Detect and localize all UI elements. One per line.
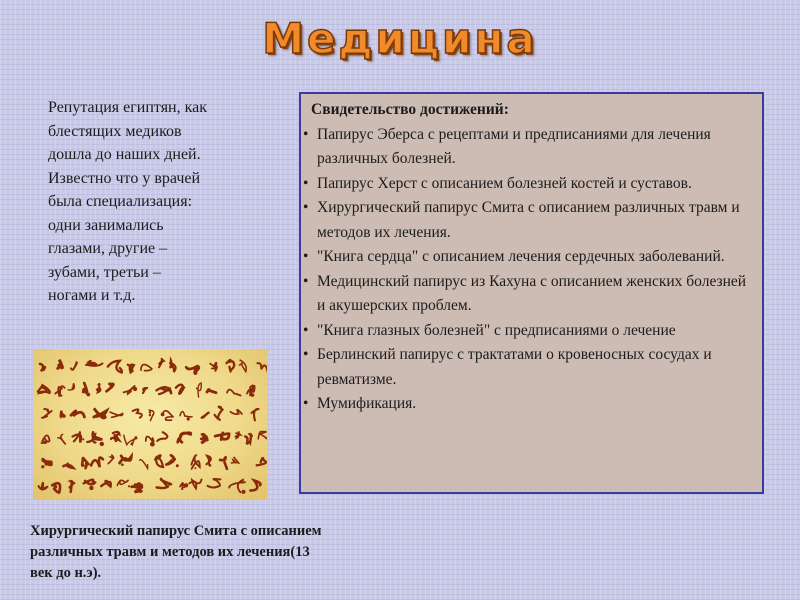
hieratic-glyph	[143, 388, 147, 393]
hieratic-dot	[82, 438, 84, 440]
hieratic-glyph	[55, 386, 64, 396]
hieratic-glyph	[84, 480, 96, 484]
hieratic-glyph	[252, 409, 260, 420]
hieratic-glyph	[140, 460, 148, 469]
evidence-heading: Свидетельство достижений:	[311, 101, 509, 118]
hieratic-dot	[73, 482, 75, 484]
hieratic-glyph	[108, 455, 114, 464]
hieratic-dot	[161, 413, 165, 417]
evidence-item: • Медицинский папирус из Кахуна с описанием женских болезней и акушерских проблем.	[307, 270, 752, 319]
hieratic-glyph	[245, 434, 251, 444]
hieratic-glyph	[91, 458, 103, 468]
hieratic-glyph	[83, 383, 87, 393]
evidence-item: • Папирус Херст с описанием болезней костей и суставов.	[307, 172, 752, 197]
hieratic-glyph	[110, 412, 123, 417]
hieratic-glyph	[86, 361, 102, 366]
hieratic-dot	[128, 485, 130, 487]
hieratic-glyph	[156, 387, 171, 394]
hieratic-glyph	[178, 433, 191, 443]
hieratic-glyph	[215, 433, 229, 440]
hieratic-dot	[133, 387, 137, 391]
hieratic-glyph	[180, 411, 192, 416]
hieratic-glyph	[235, 432, 240, 438]
hieratic-dot	[241, 490, 245, 494]
hieratic-glyph	[207, 390, 216, 393]
evidence-box	[299, 92, 764, 494]
hieratic-glyph	[197, 383, 202, 397]
hieratic-dot	[137, 482, 141, 486]
papyrus-image	[33, 349, 267, 499]
hieratic-dot	[184, 483, 188, 487]
hieratic-dot	[187, 417, 190, 420]
hieratic-dot	[54, 485, 58, 489]
hieratic-dot	[149, 414, 151, 416]
hieratic-glyph	[39, 483, 49, 490]
hieratic-glyph	[227, 360, 235, 372]
hieratic-dot	[62, 414, 66, 418]
hieratic-glyph	[186, 366, 199, 373]
hieratic-glyph	[71, 411, 84, 417]
evidence-item: • Берлинский папирус с трактатами о кровеносных сосудах и ревматизме.	[307, 343, 752, 392]
hieratic-glyph	[97, 384, 101, 393]
hieratic-glyph	[206, 456, 210, 466]
hieratic-glyph	[170, 360, 176, 372]
hieratic-dot	[89, 486, 93, 490]
evidence-list	[307, 123, 752, 417]
hieratic-glyph	[42, 409, 52, 418]
hieratic-dot	[251, 393, 255, 397]
hieratic-dot	[41, 465, 44, 468]
hieratic-glyph	[87, 431, 102, 442]
hieratic-glyph	[146, 436, 154, 441]
hieratic-glyph	[191, 455, 199, 469]
hieratic-glyph	[166, 455, 174, 464]
hieratic-dot	[193, 371, 197, 375]
hieratic-glyph	[189, 479, 201, 488]
hieratic-glyph	[58, 360, 63, 369]
hieratic-glyph	[68, 384, 74, 390]
hieratic-glyph	[73, 432, 82, 442]
hieratic-dot	[150, 442, 155, 447]
hieratic-glyph	[71, 362, 77, 370]
hieratic-glyph	[40, 364, 45, 371]
hieratic-glyph	[258, 432, 267, 439]
hieratic-glyph	[133, 409, 142, 417]
image-caption: Хирургический папирус Смита с описанием различных травм и методов их лечения(13 век до н.э).	[30, 523, 322, 581]
slide-title: Медицина	[262, 14, 538, 63]
hieratic-dot	[82, 464, 85, 467]
hieratic-glyph	[155, 455, 163, 467]
evidence-item: • "Книга сердца" с описанием лечения сердечных заболеваний.	[307, 245, 752, 270]
hieratic-glyph	[41, 435, 49, 443]
hieratic-glyph	[107, 384, 114, 391]
hieratic-glyph	[124, 386, 135, 394]
hieratic-glyph	[128, 365, 134, 373]
hieratic-glyph	[201, 434, 207, 443]
hieratic-glyph	[210, 363, 217, 372]
hieratic-glyph	[230, 410, 242, 414]
intro-paragraph: Репутация египтян, как блестящих медиков дошла до наших дней. Известно что у врачей была специализация: одни занимались глазами, другие – зубами, третьи – ногами и т.д.	[48, 99, 208, 304]
hieratic-glyph	[215, 407, 223, 420]
hieratic-glyph	[63, 464, 73, 468]
hieratic-glyph	[239, 360, 246, 372]
hieratic-glyph	[120, 456, 132, 463]
hieratic-glyph	[208, 479, 221, 488]
hieratic-glyph	[94, 408, 107, 418]
hieratic-glyph	[258, 363, 268, 371]
evidence-item: • Мумификация.	[307, 392, 752, 417]
hieratic-dot	[194, 467, 196, 469]
hieratic-glyph	[70, 481, 73, 492]
evidence-item: • "Книга глазных болезней" с предписаниями о лечение	[307, 319, 752, 344]
hieratic-dot	[168, 483, 171, 486]
hieratic-glyph	[202, 413, 209, 418]
hieratic-glyph	[159, 359, 164, 368]
hieratic-glyph	[43, 459, 52, 465]
hieratic-glyph	[257, 458, 266, 465]
hieratic-glyph	[141, 364, 152, 370]
hieratic-glyph	[117, 480, 128, 486]
hieratic-dot	[86, 393, 90, 397]
hieratic-glyph	[124, 435, 137, 445]
hieratic-dot	[100, 442, 104, 446]
hieratic-dot	[121, 463, 124, 466]
evidence-item: • Папирус Эберса с рецептами и предписаниями для лечения различных болезней.	[307, 123, 752, 172]
hieratic-glyph	[58, 435, 66, 445]
evidence-item: • Хирургический папирус Смита с описанием различных травм и методов их лечения.	[307, 196, 752, 245]
hieratic-glyph	[227, 390, 241, 396]
hieratic-glyph	[101, 481, 111, 487]
hieratic-glyph	[132, 485, 142, 493]
hieratic-glyph	[220, 457, 227, 469]
hieratic-glyph	[38, 385, 50, 393]
hieratic-glyph	[157, 432, 167, 441]
hieratic-dot	[176, 464, 179, 467]
hieratic-glyph	[231, 457, 238, 463]
hieratic-glyph	[111, 432, 119, 442]
hieratic-glyph	[108, 361, 122, 373]
hieratic-glyph	[176, 385, 185, 394]
hieratic-glyph	[250, 481, 260, 491]
